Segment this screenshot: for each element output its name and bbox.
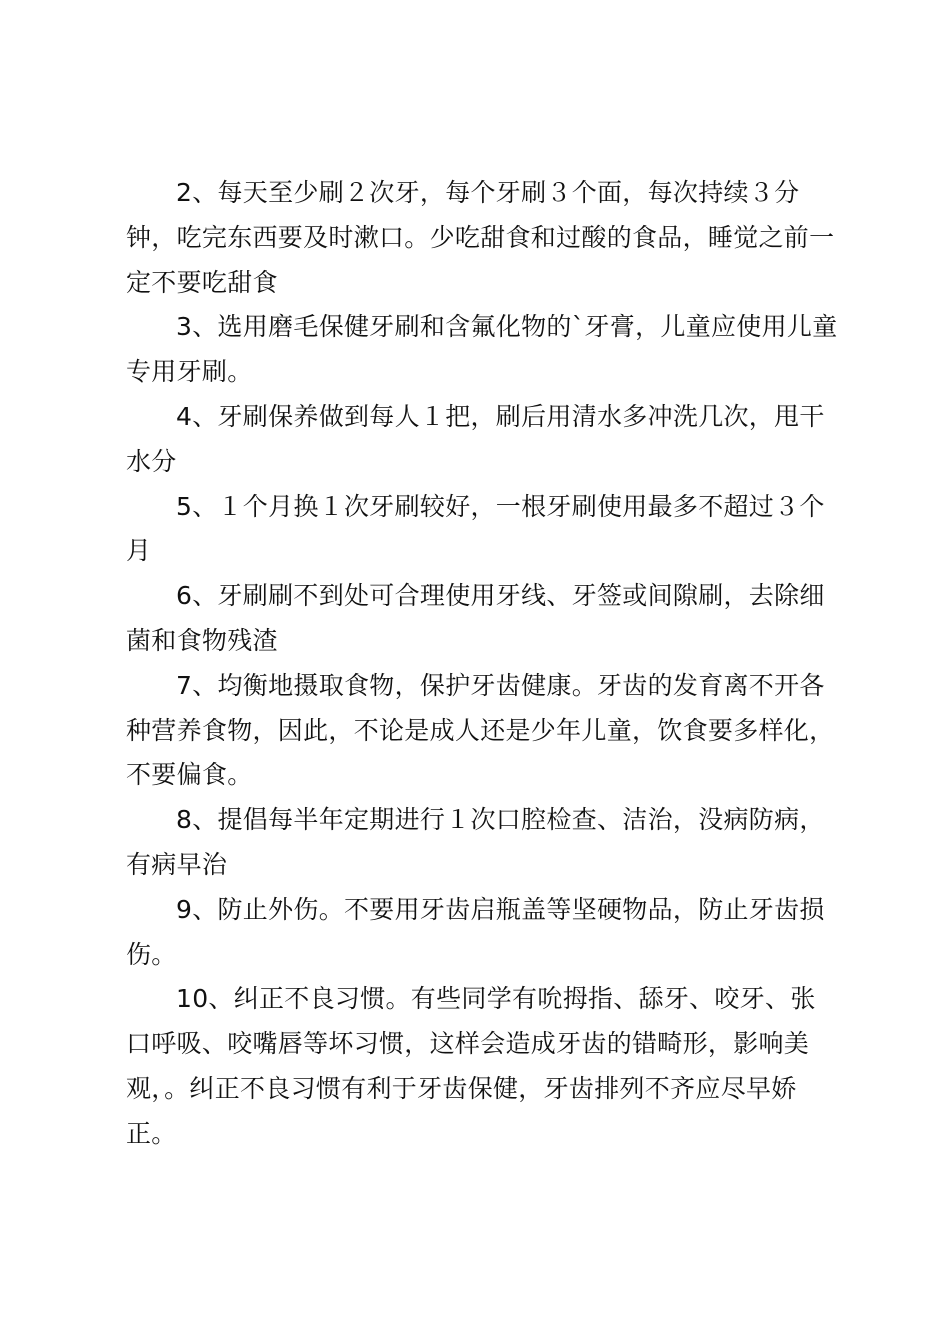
paragraph-tip-5: 5、１个月换１次牙刷较好，一根牙刷使用最多不超过３个月	[126, 491, 825, 566]
paragraph-tip-9: 9、防止外伤。不要用牙齿启瓶盖等坚硬物品，防止牙齿损伤。	[126, 894, 825, 969]
paragraph-tip-6: 6、牙刷刷不到处可合理使用牙线、牙签或间隙刷，去除细菌和食物残渣	[126, 581, 825, 655]
paragraph-tip-2: 2、每天至少刷２次牙，每个牙刷３个面，每次持续３分钟，吃完东西要及时漱口。少吃甜食和过酸的食品，睡觉之前一定不要吃甜食	[126, 178, 835, 297]
paragraph-tip-4: 4、牙刷保养做到每人１把，刷后用清水多冲洗几次，甩干水分	[126, 401, 825, 476]
document-body	[126, 171, 838, 1157]
paragraph-tip-10: 10、纠正不良习惯。有些同学有吮拇指、舔牙、咬牙、张口呼吸、咬嘴唇等坏习惯，这样会造成牙齿的错畸形，影响美观，。纠正不良习惯有利于牙齿保健，牙齿排列不齐应尽早娇正。	[126, 984, 816, 1148]
paragraph-tip-8: 8、提倡每半年定期进行１次口腔检查、洁治，没病防病，有病早治	[126, 805, 825, 879]
paragraph-tip-3: 3、选用磨毛保健牙刷和含氟化物的`牙膏，儿童应使用儿童专用牙刷。	[126, 312, 838, 387]
paragraph-tip-7: 7、均衡地摄取食物，保护牙齿健康。牙齿的发育离不开各种营养食物，因此，不论是成人还是少年儿童，饮食要多样化，不要偏食。	[126, 670, 835, 790]
